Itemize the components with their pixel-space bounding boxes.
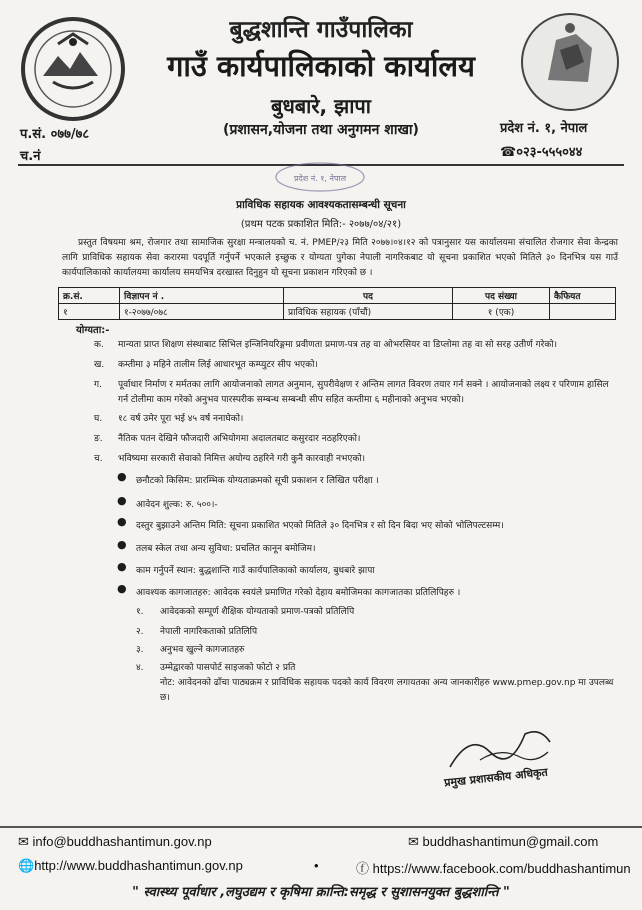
office-location: बुधबारे, झापा <box>271 94 371 118</box>
list-item-key: घ. <box>94 414 103 424</box>
mail-icon: ✉ <box>408 834 423 849</box>
list-item: आवेदकको सम्पूर्ण शैक्षिक योग्यताको प्रमाण-पत्रको प्रतिलिपि <box>160 607 355 617</box>
list-item: भविष्यमा सरकारी सेवाको निमित्त अयोग्य ठहरिने गरी कुनै कारवाही नभएको। <box>118 454 365 464</box>
dispatch-number: च.नं <box>20 149 41 164</box>
list-item: नेपाली नागरिकताको प्रतिलिपि <box>160 627 258 637</box>
list-item: आवेदन शुल्क: रु. ५००।- <box>136 500 218 510</box>
bullet-icon: ● <box>117 582 127 595</box>
list-item-key: ख. <box>94 360 105 370</box>
separator-dot: • <box>314 858 319 873</box>
notice-subtitle: (प्रथम पटक प्रकाशित मिति:- २०७७/०४/२१) <box>240 219 402 230</box>
phone-value: ०२३-५५५०४४ <box>516 145 583 160</box>
mail-icon: ✉ <box>18 834 33 849</box>
facebook-icon: ⓕ <box>356 861 373 876</box>
list-item: १८ वर्ष उमेर पूरा भई ४५ वर्ष ननाघेको। <box>118 414 244 424</box>
email-primary[interactable] <box>18 834 212 850</box>
office-name: गाउँ कार्यपालिकाको कार्यालय <box>167 49 475 83</box>
list-item: काम गर्नुपर्ने स्थान: बुद्धशान्ति गाउँ कार्यपालिकाको कार्यालय, बुधबारे झापा <box>136 566 375 576</box>
municipality-name: बुद्धशान्ति गाउँपालिका <box>229 17 413 43</box>
list-item-key: ङ. <box>94 434 103 444</box>
email-secondary-text: buddhashantimun@gmail.com <box>422 834 599 849</box>
col-header: पद संख्या <box>453 288 550 304</box>
notice-title: प्राविधिक सहायक आवश्यकतासम्बन्धी सूचना <box>236 199 406 211</box>
facebook-link[interactable] <box>356 858 631 877</box>
table-cell <box>550 304 616 320</box>
list-item-key: ४. <box>136 663 144 673</box>
globe-icon: 🌐 <box>18 858 35 873</box>
list-item-key: च. <box>94 454 103 464</box>
phone-icon: ☎ <box>500 145 517 160</box>
office-stamp-icon <box>270 160 370 194</box>
facebook-text: https://www.facebook.com/buddhashantimun <box>372 861 631 876</box>
qualifications-heading: योग्यता:- <box>76 325 110 336</box>
list-item: कम्तीमा ३ महिने तालीम लिई आधारभूत कम्प्युटर सीप भएको। <box>118 360 318 370</box>
note-text: नोट: आवेदनको ढाँचा पाठ्यक्रम र प्राविधिक सहायक पदको कार्य विवरण लगायतका अन्य जानकारीहरु www.pmep.gov.np मा उपलब्ध छ। <box>160 678 614 703</box>
col-header: क्र.सं. <box>59 288 120 304</box>
bullet-icon: ● <box>117 470 127 483</box>
list-item: दस्तुर बुझाउने अन्तिम मिति: सूचना प्रकाशित भएको मितिले ३० दिनभित्र र सो दिन बिदा भए सोको भोलिपल्टसम्म। <box>136 521 504 531</box>
phone-number <box>500 142 582 160</box>
table-cell: १ <box>59 304 120 320</box>
list-item: अनुभव खुल्ने कागजातहरु <box>160 645 245 655</box>
vacancy-table <box>58 287 616 320</box>
list-item: छनौटको किसिम: प्रारम्भिक योग्यताक्रमको सूची प्रकाशन र लिखित परीक्षा । <box>136 476 379 486</box>
website-link[interactable] <box>18 858 243 874</box>
list-item-key: क. <box>94 340 104 350</box>
table-header-row <box>59 288 616 304</box>
list-item-key: ग. <box>94 380 102 390</box>
list-item-key: ३. <box>136 645 144 655</box>
list-item-key: २. <box>136 627 144 637</box>
bullet-icon: ● <box>117 515 127 528</box>
bullet-icon: ● <box>117 538 127 551</box>
list-item-key: १. <box>136 607 144 617</box>
list-item: आवश्यक कागजातहरु: आवेदक स्वयंले प्रमाणित गरेको देहाय बमोजिमका कागजातका प्रतिलिपिहरु । <box>136 588 461 598</box>
list-item: नैतिक पतन देखिने फौजदारी अभियोगमा अदालतबाट कसुरदार नठहरिएको। <box>118 434 361 444</box>
province-label: प्रदेश नं. १, नेपाल <box>500 121 588 136</box>
col-header: कैफियत <box>550 288 616 304</box>
table-cell: १ (एक) <box>453 304 550 320</box>
bullet-icon: ● <box>117 494 127 507</box>
col-header: विज्ञापन नं . <box>120 288 284 304</box>
table-cell: प्राविधिक सहायक (पाँचौं) <box>284 304 453 320</box>
list-item: तलब स्केल तथा अन्य सुविधा: प्रचलित कानून बमोजिम। <box>136 544 316 554</box>
footer-divider <box>0 826 642 828</box>
slogan: " स्वास्थ्य पूर्वाधार ,लघुउद्यम र कृषिमा क्रान्ति:समृद्ध र सुशासनयुक्त बुद्धशान्ति " <box>132 885 510 900</box>
table-row <box>59 304 616 320</box>
col-header: पद <box>284 288 453 304</box>
signer-title: प्रमुख प्रशासकीय अधिकृत <box>443 765 549 790</box>
table-cell: १-२०७७/०७८ <box>120 304 284 320</box>
list-item: उम्मेद्वारको पासपोर्ट साइजको फोटो २ प्रति <box>160 663 296 673</box>
reference-number: प.सं. ०७७/७८ <box>20 127 90 142</box>
bullet-icon: ● <box>117 560 127 573</box>
website-text: http://www.buddhashantimun.gov.np <box>34 858 243 873</box>
svg-text:प्रदेश नं. १, नेपाल: प्रदेश नं. १, नेपाल <box>293 174 347 183</box>
list-item: पूर्वाधार निर्माण र मर्मतका लागि आयोजनाको लागत अनुमान, सुपरीवेक्षण र अन्तिम लागत विवरण तयार गर्न सक्ने । आयोजनाको लक्ष्य र परिणाम हासिल गर्न टोलीमा काम गरेको अनुभव पारस्परीक सम्बन्ध सम्बन्धी सीप सहित कम्तीमा ६ महीनाको अनुभव भएको। <box>118 380 609 405</box>
email-primary-text: info@buddhashantimun.gov.np <box>32 834 212 849</box>
branch-name: (प्रशासन,योजना तथा अनुगमन शाखा) <box>223 122 419 138</box>
email-secondary[interactable] <box>408 834 598 850</box>
list-item: मान्यता प्राप्त शिक्षण संस्थाबाट सिभिल इन्जिनियरिङ्गमा प्रवीणता प्रमाण-पत्र तह वा ओभरसियर वा डिप्लोमा तह वा सो सरह उतीर्ण गरेको। <box>118 340 557 350</box>
notice-body: प्रस्तुत विषयमा श्रम, रोजगार तथा सामाजिक सुरक्षा मन्त्रालयको च. नं. PMEP/२३ मिति २०७७।०४।१२ को पत्रानुसार यस कार्यालयमा संचालित रोजगार सेवा केन्द्रका लागि प्राविधिक सहायक सेवा करारमा पदपूर्ति गर्नुपर्ने भएकाले इच्छुक र योग्यता पुगेका नेपाली नागरिकबाट यो सूचना प्रकाशित भएको मितिले ३० दिनभित्र यस गाउँ कार्यपालिकाको कार्यालयमा कार्यालय समयभित्र दरखास्त दिनुहुन यो सूचना प्रकाशन गरिएको छ । <box>62 238 618 278</box>
